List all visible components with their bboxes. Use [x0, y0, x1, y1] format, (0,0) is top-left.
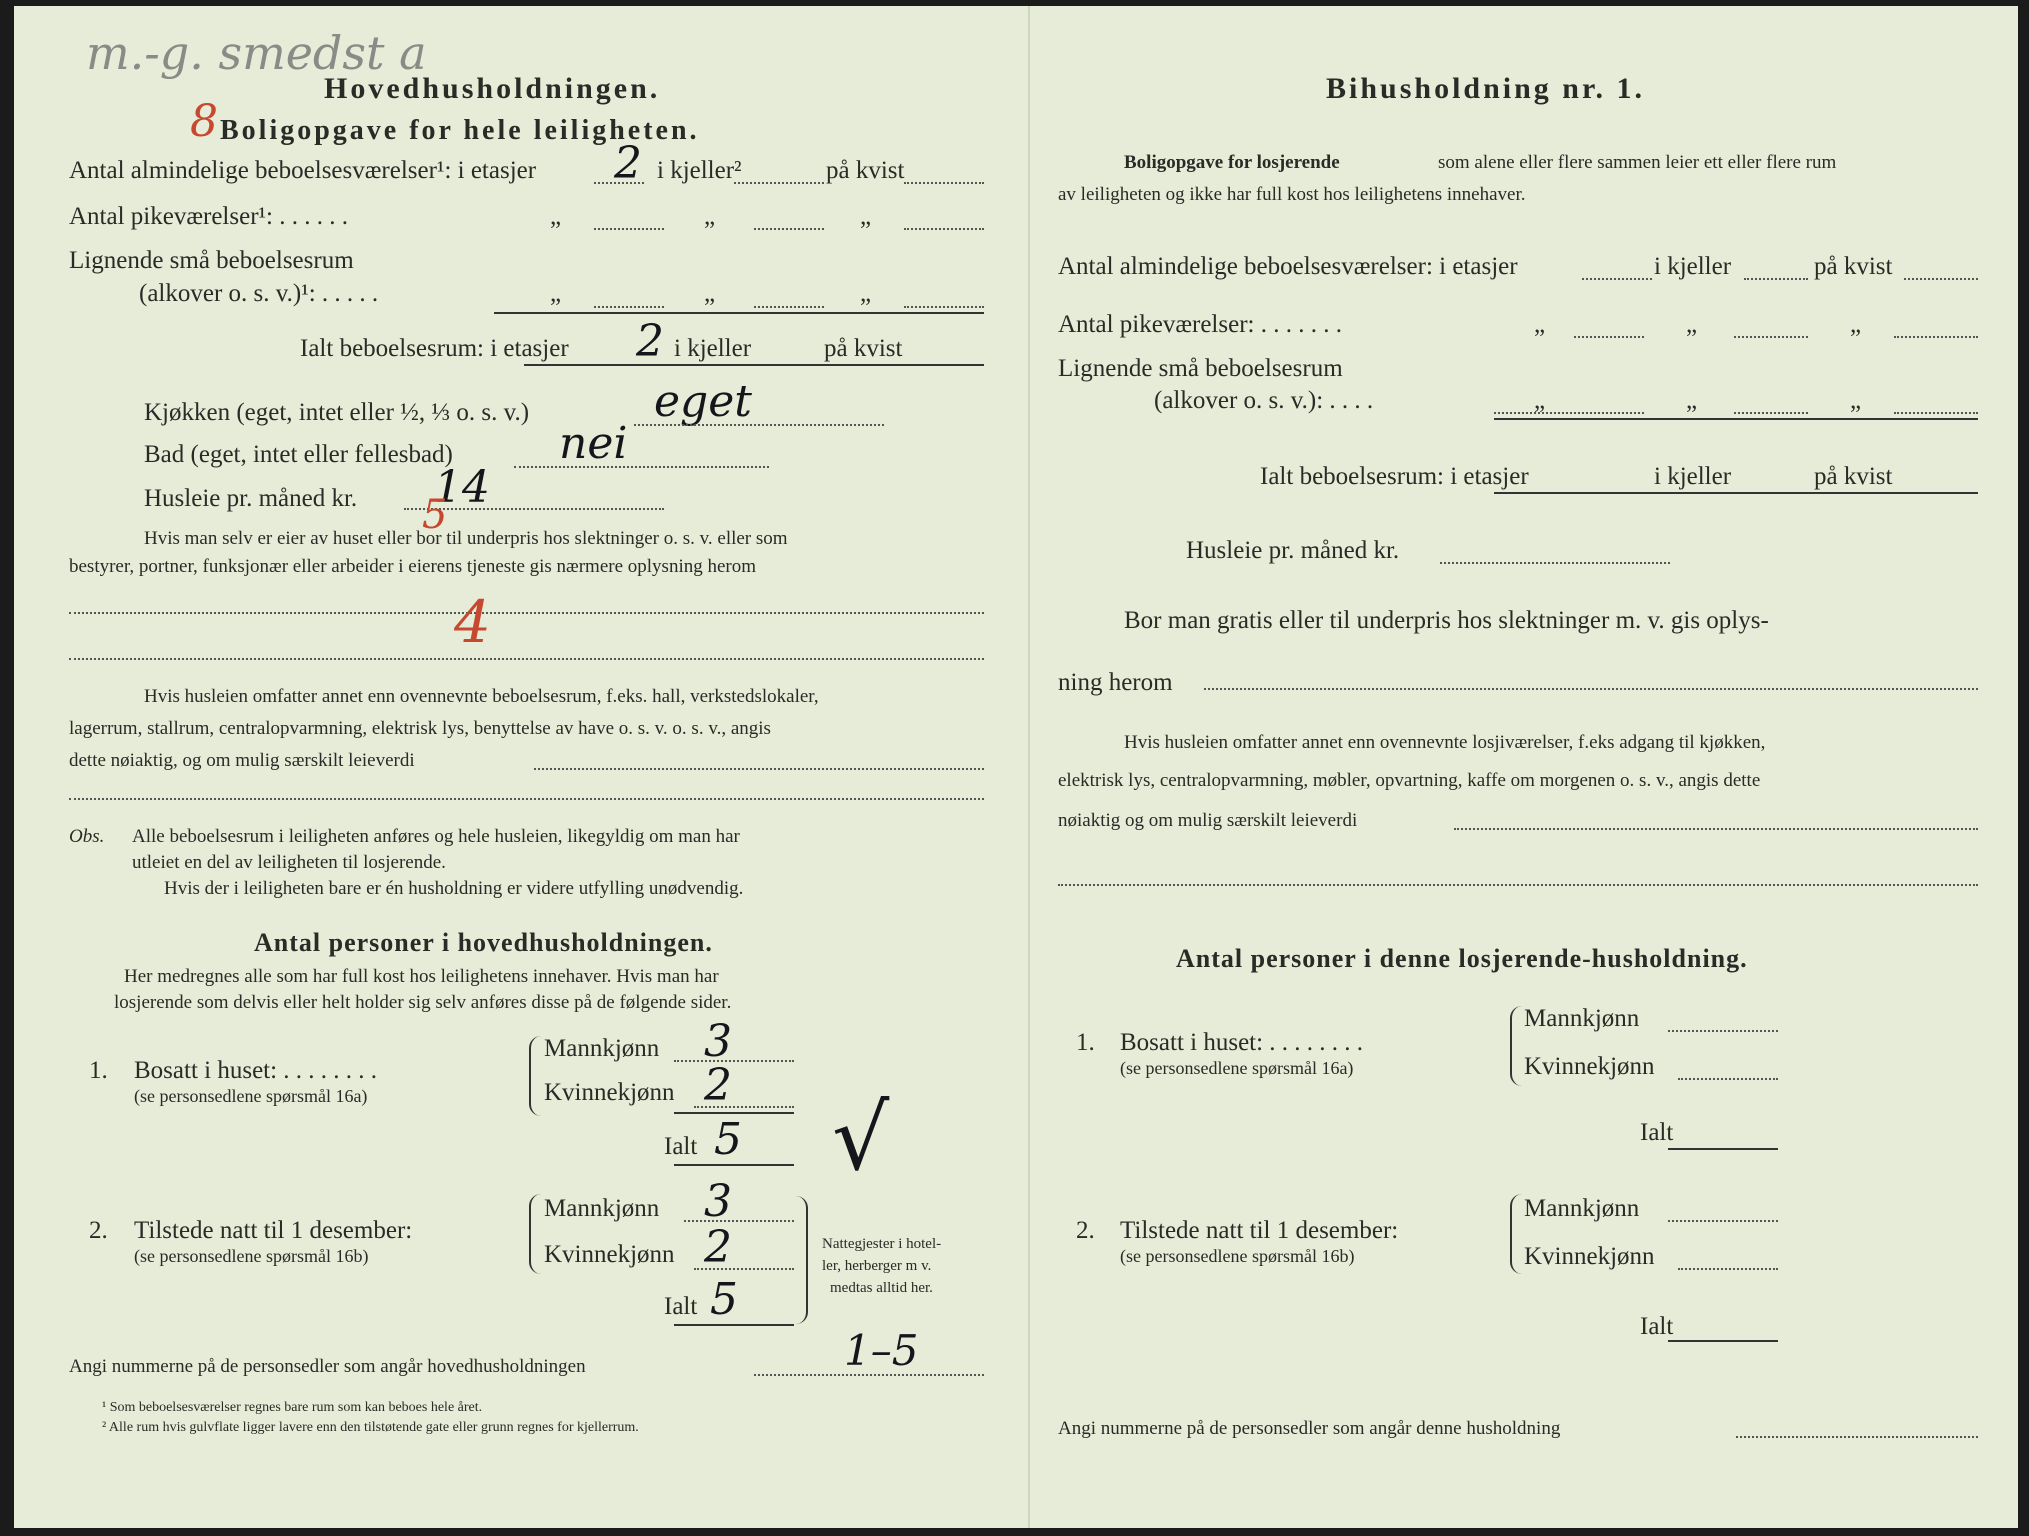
ditto-mark: „ — [860, 280, 872, 307]
sub-q1-male-label: Mannkjønn — [1524, 1005, 1640, 1032]
sub-q1-total-rule — [1668, 1148, 1778, 1150]
sub-rooms-kvist-label: på kvist — [1814, 253, 1893, 280]
rooms-kjeller-field[interactable] — [734, 182, 824, 184]
sub-maid-etasjer-field[interactable] — [1574, 336, 1644, 338]
extras-line1: Hvis husleien omfatter annet enn ovennevnte beboelsesrum, f.eks. hall, verkstedslokaler, — [144, 686, 819, 707]
sub-q1-number: 1. — [1076, 1029, 1095, 1056]
q2-label: Tilstede natt til 1 desember: — [134, 1217, 413, 1244]
q1-male-field[interactable] — [674, 1060, 794, 1062]
sub-extras-line2: elektrisk lys, centralopvarmning, møbler, opvartning, kaffe om morgenen o. s. v., angis dette — [1058, 770, 1761, 791]
total-kjeller-label: i kjeller — [674, 335, 752, 362]
ditto-mark: „ — [1534, 311, 1546, 338]
q1-total-rule — [674, 1164, 794, 1166]
q1-brace — [529, 1036, 541, 1116]
ditto-mark: „ — [704, 280, 716, 307]
maid-kjeller-field[interactable] — [754, 228, 824, 230]
sub-q2-female-field[interactable] — [1678, 1268, 1778, 1270]
sub-persons-title: Antal personer i denne losjerende-husholdning. — [1176, 944, 1748, 973]
sub-rooms-label: Antal almindelige beboelsesværelser: i etasjer — [1058, 253, 1518, 280]
persons-note1: Her medregnes alle som har full kost hos leilighetens innehaver. Hvis man har — [124, 966, 719, 987]
q2-right-brace — [794, 1196, 808, 1324]
q1-total-label: Ialt — [664, 1133, 698, 1160]
bath-value: nei — [559, 418, 628, 469]
maid-kvist-field[interactable] — [904, 228, 984, 230]
sub-total-rule — [1494, 492, 1978, 494]
night-guests-note3: medtas alltid her. — [830, 1280, 933, 1296]
sub-person-numbers-label: Angi nummerne på de personsedler som angår denne husholdning — [1058, 1418, 1561, 1439]
sub-rooms-kjeller-label: i kjeller — [1654, 253, 1732, 280]
q2-female-value: 2 — [704, 1222, 732, 1273]
sub-q1-female-label: Kvinnekjønn — [1524, 1053, 1655, 1080]
ditto-mark: „ — [860, 203, 872, 230]
sub-maid-kvist-field[interactable] — [1894, 336, 1978, 338]
sub-maid-kjeller-field[interactable] — [1734, 336, 1808, 338]
red-mark-5: 5 — [422, 492, 448, 538]
night-guests-note1: Nattegjester i hotel- — [822, 1236, 942, 1252]
q1-female-label: Kvinnekjønn — [544, 1079, 675, 1106]
extras-field[interactable] — [534, 768, 984, 770]
q2-brace — [529, 1194, 541, 1274]
sub-q1-total-label: Ialt — [1640, 1119, 1674, 1146]
rent-value: 14 — [434, 462, 490, 513]
maid-etasjer-field[interactable] — [594, 228, 664, 230]
ditto-mark: „ — [704, 203, 716, 230]
sub-q2-female-label: Kvinnekjønn — [1524, 1243, 1655, 1270]
persons-note2: losjerende som delvis eller helt holder sig selv anføres disse på de følgende sider. — [114, 992, 732, 1013]
q2-number: 2. — [89, 1217, 108, 1244]
sub-extras-field-2[interactable] — [1058, 884, 1978, 886]
ditto-mark: „ — [1850, 311, 1862, 338]
owner-info-field[interactable] — [69, 612, 984, 614]
sub-total-kjeller-label: i kjeller — [1654, 463, 1732, 490]
sub-q2-total-rule — [1668, 1340, 1778, 1342]
sub-small-kjeller-field[interactable] — [1734, 412, 1808, 414]
sub-q2-brace — [1510, 1194, 1522, 1274]
sub-free-line2: ning herom — [1058, 669, 1173, 696]
kitchen-field[interactable] — [634, 424, 884, 426]
sub-rent-label: Husleie pr. måned kr. — [1186, 537, 1400, 564]
kitchen-label: Kjøkken (eget, intet eller ½, ⅓ o. s. v.) — [144, 399, 530, 426]
sub-q2-male-field[interactable] — [1668, 1220, 1778, 1222]
person-numbers-value: 1–5 — [844, 1326, 919, 1375]
sub-q2-sub: (se personsedlene spørsmål 16b) — [1120, 1246, 1355, 1266]
page-fold — [1028, 6, 1030, 1528]
owner-info-line1: Hvis man selv er eier av huset eller bor til underpris hos slektninger o. s. v. eller som — [144, 528, 788, 549]
sub-small-rooms-sub: (alkover o. s. v.): . . . . — [1154, 387, 1374, 414]
sub-total-kvist-label: på kvist — [1814, 463, 1893, 490]
owner-info-line2: bestyrer, portner, funksjonær eller arbeider i eierens tjeneste gis nærmere oplysning herom — [69, 556, 757, 577]
ditto-mark: „ — [1686, 311, 1698, 338]
persons-title: Antal personer i hovedhusholdningen. — [254, 928, 713, 957]
q2-total-label: Ialt — [664, 1293, 698, 1320]
small-kjeller-field[interactable] — [754, 306, 824, 308]
sub-total-rooms-label: Ialt beboelsesrum: i etasjer — [1260, 463, 1529, 490]
q1-number: 1. — [89, 1057, 108, 1084]
sub-q2-label: Tilstede natt til 1 desember: — [1120, 1217, 1399, 1244]
q2-female-field[interactable] — [694, 1268, 794, 1270]
q2-male-value: 3 — [704, 1176, 732, 1227]
sub-person-numbers-field[interactable] — [1736, 1436, 1978, 1438]
sub-q2-number: 2. — [1076, 1217, 1095, 1244]
footnote-1: ¹ Som beboelsesværelser regnes bare rum som kan beboes hele året. — [102, 1400, 483, 1415]
sub-small-etasjer-field[interactable] — [1494, 412, 1644, 414]
sum-rule — [494, 312, 984, 314]
sub-sum-rule — [1494, 418, 1978, 420]
q1-female-field[interactable] — [694, 1106, 794, 1108]
maid-rooms-label: Antal pikeværelser¹: . . . . . . — [69, 203, 348, 230]
q1-male-label: Mannkjønn — [544, 1035, 660, 1062]
census-form-sheet — [14, 6, 2018, 1528]
main-household-title: Hovedhusholdningen. — [324, 72, 661, 105]
footnote-2: ² Alle rum hvis gulvflate ligger lavere enn den tilstøtende gate eller grunn regnes for kjellerrum. — [102, 1420, 639, 1435]
kitchen-value: eget — [654, 376, 752, 427]
sub-free-field[interactable] — [1204, 688, 1978, 690]
small-rooms-sub: (alkover o. s. v.)¹: . . . . . — [139, 280, 379, 307]
rooms-kjeller-label: i kjeller² — [657, 157, 742, 184]
extras-line2: lagerrum, stallrum, centralopvarmning, elektrisk lys, benyttelse av have o. s. v. o. s. v., angis — [69, 718, 771, 739]
red-mark-8: 8 — [190, 96, 218, 147]
sub-intro-line2: av leiligheten og ikke har full kost hos leilighetens innehaver. — [1058, 184, 1526, 205]
sub-q2-male-label: Mannkjønn — [1524, 1195, 1640, 1222]
sub-q1-male-field[interactable] — [1668, 1030, 1778, 1032]
sub-q1-brace — [1510, 1006, 1522, 1086]
q1-sub: (se personsedlene spørsmål 16a) — [134, 1086, 368, 1106]
pencil-annotation: m.-g. smedst a — [86, 26, 427, 80]
q2-sub: (se personsedlene spørsmål 16b) — [134, 1246, 369, 1266]
check-mark: √ — [832, 1086, 890, 1191]
rooms-kvist-label: på kvist — [826, 157, 905, 184]
sub-maid-rooms-label: Antal pikeværelser: . . . . . . . — [1058, 311, 1342, 338]
total-kvist-label: på kvist — [824, 335, 903, 362]
red-mark-4: 4 — [454, 588, 491, 656]
ditto-mark: „ — [550, 203, 562, 230]
sub-extras-line1: Hvis husleien omfatter annet enn ovennevnte losjiværelser, f.eks adgang til kjøkken, — [1124, 732, 1766, 753]
q2-male-field[interactable] — [684, 1220, 794, 1222]
small-rooms-label: Lignende små beboelsesrum — [69, 247, 354, 274]
sub-intro-bold: Boligopgave for losjerende — [1124, 152, 1340, 173]
total-rooms-label: Ialt beboelsesrum: i etasjer — [300, 335, 569, 362]
sub-intro-line1: som alene eller flere sammen leier ett eller flere rum — [1438, 152, 1837, 173]
q1-label: Bosatt i huset: . . . . . . . . — [134, 1057, 378, 1084]
sub-q1-label: Bosatt i huset: . . . . . . . . — [1120, 1029, 1364, 1056]
sub-household-title: Bihusholdning nr. 1. — [1326, 72, 1646, 105]
bath-label: Bad (eget, intet eller fellesbad) — [144, 441, 453, 468]
sub-extras-field[interactable] — [1454, 828, 1978, 830]
sub-q2-total-label: Ialt — [1640, 1313, 1674, 1340]
sub-rent-field[interactable] — [1440, 562, 1670, 564]
obs-line3: Hvis der i leiligheten bare er én husholdning er videre utfylling unødvendig. — [164, 878, 744, 899]
ditto-mark: „ — [550, 280, 562, 307]
ditto-mark: „ — [1534, 387, 1546, 414]
bath-field[interactable] — [514, 466, 769, 468]
person-numbers-label: Angi nummerne på de personsedler som angår hovedhusholdningen — [69, 1356, 586, 1377]
small-kvist-field[interactable] — [904, 306, 984, 308]
small-etasjer-field[interactable] — [594, 306, 664, 308]
sub-rooms-kjeller-field[interactable] — [1744, 278, 1808, 280]
q2-total-rule — [674, 1324, 794, 1326]
q2-total-value: 5 — [710, 1274, 738, 1325]
obs-line1: Alle beboelsesrum i leiligheten anføres og hele husleien, likegyldig om man har — [132, 826, 740, 847]
total-etasjer-value: 2 — [636, 316, 664, 367]
q2-female-label: Kvinnekjønn — [544, 1241, 675, 1268]
q1-male-value: 3 — [704, 1016, 732, 1067]
rooms-etasjer-value: 2 — [614, 138, 642, 189]
sub-q1-sub: (se personsedlene spørsmål 16a) — [1120, 1058, 1354, 1078]
q1-total-value: 5 — [714, 1114, 742, 1165]
q2-male-label: Mannkjønn — [544, 1195, 660, 1222]
sub-rooms-kvist-field[interactable] — [1904, 278, 1978, 280]
obs-label: Obs. — [69, 826, 105, 847]
ditto-mark: „ — [1686, 387, 1698, 414]
obs-line2: utleiet en del av leiligheten til losjerende. — [132, 852, 446, 873]
extras-field-2[interactable] — [69, 798, 984, 800]
sub-rooms-etasjer-field[interactable] — [1582, 278, 1652, 280]
rooms-kvist-field[interactable] — [904, 182, 984, 184]
extras-line3: dette nøiaktig, og om mulig særskilt leieverdi — [69, 750, 415, 771]
ditto-mark: „ — [1850, 387, 1862, 414]
sub-free-line1: Bor man gratis eller til underpris hos slektninger m. v. gis oplys- — [1124, 607, 1769, 634]
sub-small-rooms-label: Lignende små beboelsesrum — [1058, 355, 1343, 382]
main-household-subtitle: Boligopgave for hele leiligheten. — [220, 115, 700, 146]
total-rule — [524, 364, 984, 366]
rooms-label: Antal almindelige beboelsesværelser¹: i etasjer — [69, 157, 537, 184]
owner-info-field-2[interactable] — [69, 658, 984, 660]
sub-q1-female-field[interactable] — [1678, 1078, 1778, 1080]
q1-female-value: 2 — [704, 1060, 732, 1111]
night-guests-note2: ler, herberger m v. — [822, 1258, 932, 1274]
sub-small-kvist-field[interactable] — [1894, 412, 1978, 414]
sub-extras-line3: nøiaktig og om mulig særskilt leieverdi — [1058, 810, 1358, 831]
rent-label: Husleie pr. måned kr. — [144, 485, 358, 512]
